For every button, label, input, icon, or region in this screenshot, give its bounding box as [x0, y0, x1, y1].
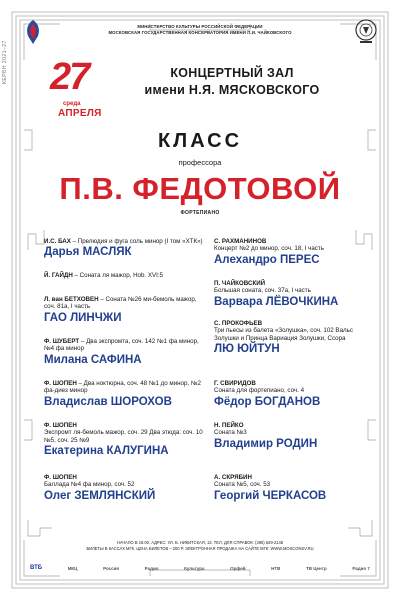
footer-info [40, 540, 360, 552]
performer: Владимир РОДИН [214, 437, 318, 450]
org-line-ministry: МИНИСТЕРСТВО КУЛЬТУРЫ РОССИЙСКОЙ ФЕДЕРАЦИИ [137, 24, 263, 29]
sponsor-logo: Радио 7 [352, 565, 370, 571]
program-item [214, 380, 374, 409]
performer: Екатерина КАЛУГИНА [44, 445, 169, 458]
program-item [214, 320, 374, 356]
program-item [214, 238, 374, 267]
program-item [44, 238, 204, 259]
performer: Олег ЗЕМЛЯНСКИЙ [44, 489, 156, 502]
program-item [44, 296, 204, 325]
performer: Дарья МАСЛЯК [44, 246, 132, 259]
work-title: – Два экспромта, соч. 142 №1 фа минор, №4 фа минор [44, 338, 199, 353]
work-title: Соната №3 [214, 429, 247, 437]
performer: Алехандро ПЕРЕС [214, 253, 320, 266]
program-item [44, 338, 204, 367]
composer: С. РАХМАНИНОВ [214, 238, 267, 245]
program-item [214, 280, 374, 309]
footer-line-address: НАЧАЛО В 19.00. АДРЕС: УЛ. Б. НИКИТСКАЯ, 13. ТЕЛ. ДЛЯ СПРАВОК: (495) 629-2148 [116, 540, 284, 545]
performer: Георгий ЧЕРКАСОВ [214, 489, 327, 502]
footer-line-tickets: БИЛЕТЫ В КАССАХ МГК. ЦЕНА БИЛЕТОВ – 200 Р. ЭЛЕКТРОННАЯ ПРОДАЖА НА САЙТЕ МГК: WWW.MOSCONSV.RU [86, 546, 314, 551]
sponsor-logos [30, 563, 370, 573]
work-title: – Два ноктюрна, соч. 48 №1 до минор, №2 фа-диез минор [44, 380, 201, 395]
hall-title-line2: имени Н.Я. МЯСКОВСКОГО [144, 83, 320, 97]
performer: ЛЮ ЮЙТУН [214, 343, 280, 356]
performer: Милана САФИНА [44, 353, 142, 366]
date-weekday: среда [63, 101, 81, 107]
org-line-conservatory: МОСКОВСКАЯ ГОСУДАРСТВЕННАЯ КОНСЕРВАТОРИЯ ИМЕНИ П.И. ЧАЙКОВСКОГО [108, 30, 292, 36]
work-title: Соната №5, соч. 53 [214, 481, 271, 489]
composer: Ф. ШОПЕН [44, 380, 77, 387]
sponsor-logo: Россия [103, 565, 120, 571]
composer: Г. СВИРИДОВ [214, 380, 256, 387]
sponsor-logo: ТВ Центр [305, 565, 327, 571]
program-item [44, 272, 204, 279]
teacher-name: П.В. ФЕДОТОВОЙ [59, 171, 341, 206]
work-title: – Соната ля мажор, Hob. XVI:5 [72, 272, 163, 279]
ministry-emblem-icon [22, 18, 44, 46]
composer: Ф. ШУБЕРТ [44, 338, 80, 345]
performer: ГАО ЛИНЧЖИ [44, 311, 122, 324]
instrument-label: ФОРТЕПИАНО [180, 210, 220, 216]
composer: Л. ван БЕТХОВЕН [44, 296, 99, 303]
composer: С. ПРОКОФЬЕВ [214, 320, 263, 327]
composer: Й. ГАЙДН [44, 272, 73, 279]
work-title: Баллада №4 фа минор, соч. 52 [44, 481, 135, 489]
performer: Варвара ЛЁВОЧКИНА [214, 295, 339, 308]
program-item [44, 422, 204, 458]
composer: П. ЧАЙКОВСКИЙ [214, 280, 266, 287]
work-title: – Прелюдия и фуга соль минор (I том «ХТК») [70, 238, 203, 245]
program-item [214, 474, 374, 503]
performer: Владислав ШОРОХОВ [44, 395, 172, 408]
professor-label: профессора [178, 158, 222, 167]
work-title: Три пьесы из балета «Золушка», соч. 102 Вальс Золушки и Принца Вариация Золушки, Ссора [214, 327, 353, 342]
work-title: Концерт №2 до минор, соч. 18, I часть [214, 245, 324, 253]
sponsor-logo: Орфей [230, 565, 246, 571]
sponsor-logo-vtb: ВТБ [30, 565, 43, 571]
work-title: – Соната №26 ми-бемоль мажор, соч. 81а, I часть [44, 296, 197, 311]
sponsor-logo: Радио [144, 565, 159, 571]
program-item [214, 422, 374, 451]
hall-title-line1: КОНЦЕРТНЫЙ ЗАЛ [170, 66, 294, 80]
composer: И.С. БАХ [44, 238, 71, 245]
sponsor-logo: МКЦ [67, 565, 78, 571]
composer: А. СКРЯБИН [214, 474, 252, 481]
work-title: Экспромт ля-бемоль мажор, соч. 29 Два этюда: соч. 10 №5, соч. 25 №9 [44, 429, 203, 444]
class-heading: КЛАСС [157, 130, 243, 152]
sponsor-logo: Культура [184, 565, 205, 571]
conservatory-emblem-icon [354, 18, 378, 44]
work-title: Большая соната, соч. 37а, I часть [214, 287, 311, 295]
side-code: КЕРБН 2021–27 [2, 40, 8, 84]
work-title: Соната для фортепиано, соч. 4 [214, 387, 305, 395]
performer: Фёдор БОГДАНОВ [214, 395, 321, 408]
composer: Ф. ШОПЕН [44, 422, 77, 429]
date-day: 27 [50, 56, 89, 98]
program-item [44, 380, 204, 409]
composer: Ф. ШОПЕН [44, 474, 77, 481]
program-item [44, 474, 204, 503]
organizer-text [48, 24, 352, 36]
date-month: АПРЕЛЯ [58, 108, 102, 119]
sponsor-logo: НТВ [271, 565, 281, 571]
composer: Н. ПЕЙКО [214, 422, 244, 429]
